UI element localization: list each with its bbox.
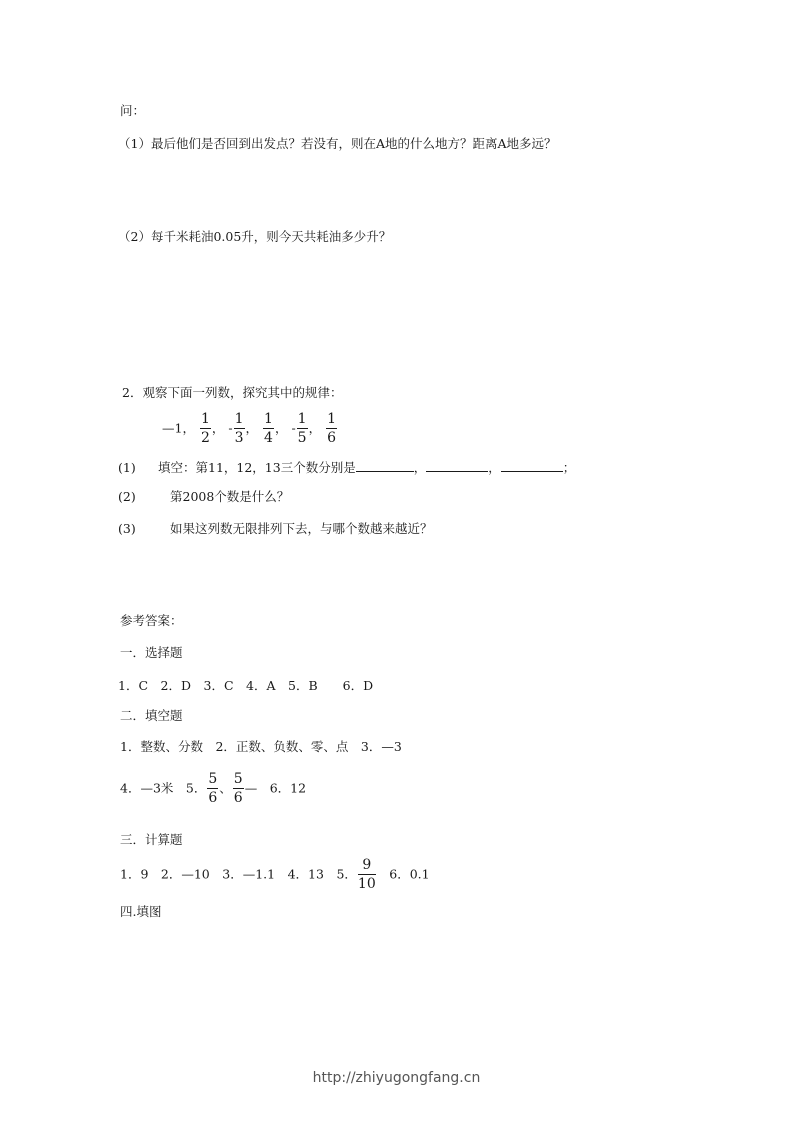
problem-2-title: 2．观察下面一列数，探究其中的规律：: [122, 385, 343, 400]
sequence-term: $\frac{1}{4}$ ，: [264, 411, 288, 446]
fraction: $\frac{1}{3}$: [234, 411, 244, 446]
fraction: $\frac{1}{5}$: [297, 411, 307, 446]
answer-blank[interactable]: [356, 459, 414, 472]
sequence-term: - $\frac{1}{3}$ ，: [228, 411, 259, 446]
section-2-answers-line-2: 4．—3米 5． $\frac{5}{6}$ 、 $\frac{5}{6}$ — 6．12: [120, 771, 307, 806]
sequence-term: $\frac{1}{2}$ ，: [200, 411, 225, 446]
sequence-term: [325, 411, 338, 446]
section-2-title: 二．填空题: [120, 708, 183, 723]
fraction: $\frac{5}{6}$: [208, 771, 218, 806]
section-3-answers: 1．9 2．—10 3．—1.1 4．13 5． $\frac{9}{10}$ 6．0.1: [120, 857, 430, 892]
fraction: $\frac{1}{6}$: [327, 411, 337, 446]
section-2-answers-line-1: 1．整数、分数 2．正数、负数、零、点 3．—3: [120, 739, 402, 754]
sequence-first-term: —1，: [162, 420, 195, 436]
section-4-title: 四.填图: [120, 904, 162, 919]
sequence-term: - $\frac{1}{5}$ ，: [291, 411, 322, 446]
subquestion-1: (1) 填空：第11，12，13三个数分别是 ， ， ；: [118, 460, 576, 475]
subquestion-3: (3) 如果这列数无限排列下去，与哪个数越来越近？: [118, 521, 433, 536]
section-3-title: 三．计算题: [120, 832, 183, 847]
answer-blank[interactable]: [501, 459, 563, 472]
section-1-answers: 1．C 2．D 3．C 4．A 5．B 6．D: [118, 678, 374, 693]
answer-blank[interactable]: [426, 459, 488, 472]
fraction: $\frac{5}{6}$: [233, 771, 243, 806]
subquestion-2: (2) 第2008个数是什么？: [118, 489, 290, 504]
fraction: $\frac{1}{4}$: [264, 411, 273, 446]
footer-url[interactable]: http://zhiyugongfang.cn: [312, 1070, 481, 1086]
section-1-title: 一．选择题: [120, 645, 183, 660]
fraction: $\frac{9}{10}$: [357, 857, 376, 892]
question-2: （2）每千米耗油0.05升，则今天共耗油多少升？: [118, 229, 392, 244]
question-1: （1）最后他们是否回到出发点？若没有，则在A地的什么地方？距离A地多远？: [118, 136, 557, 151]
fraction: $\frac{1}{2}$: [200, 411, 210, 446]
number-sequence: [162, 410, 338, 447]
question-intro: 问：: [120, 103, 146, 118]
answers-title: 参考答案：: [120, 613, 183, 628]
